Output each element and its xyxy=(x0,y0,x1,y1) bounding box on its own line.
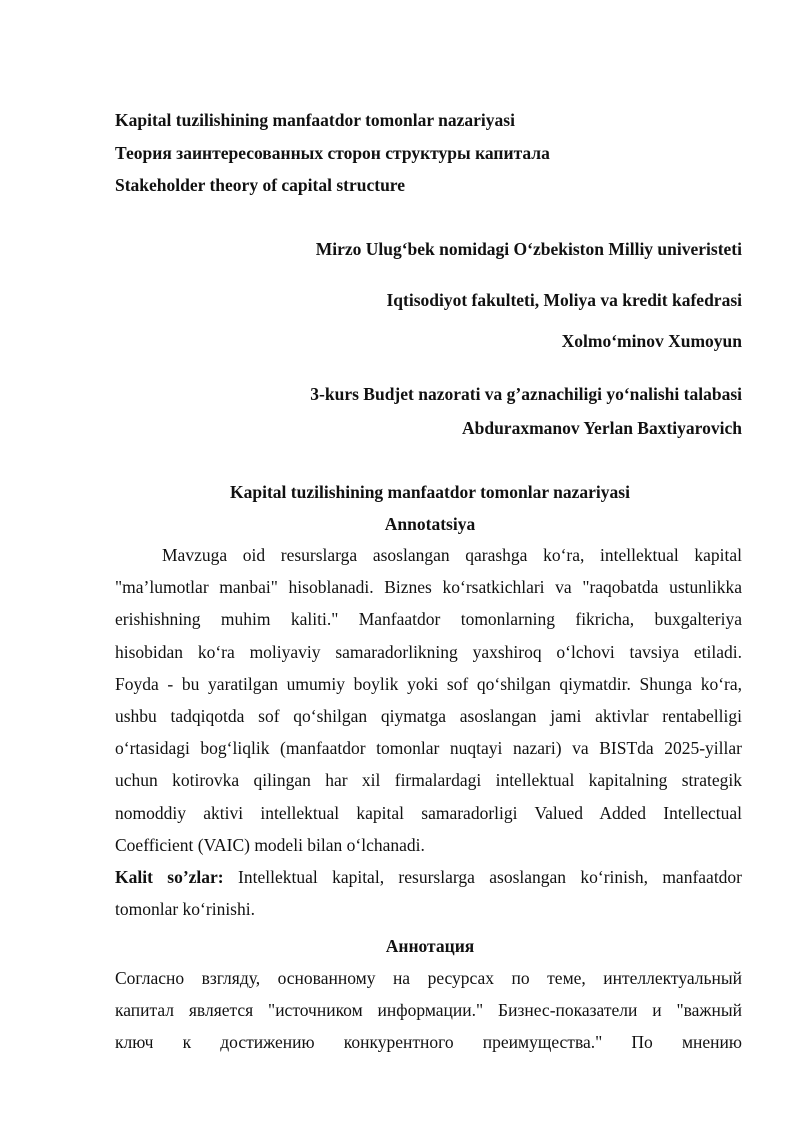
annotation-ru-line: Согласно взгляду, основанному на ресурсах по теме, интеллектуальный xyxy=(115,968,742,988)
annotation-ru-line: ключ к достижению конкурентного преимущества." По мнению xyxy=(115,1032,742,1053)
annotation-uz-line: o‘rtasidagi bog‘liqlik (manfaatdor tomonlar nuqtayi nazari) va BISTda 2025-yillar xyxy=(115,738,742,759)
annotation-uz-body xyxy=(115,539,742,925)
annotation-ru-body xyxy=(115,962,742,1059)
annotation-uz-line: "ma’lumotlar manbai" hisoblanadi. Biznes ko‘rsatkichlari va "raqobatda ustunlikka xyxy=(115,577,742,598)
title-ru: Теория заинтересованных сторон структуры капитала xyxy=(115,143,550,163)
author-2: Abduraxmanov Yerlan Baxtiyarovich xyxy=(461,418,742,438)
faculty-name: Iqtisodiyot fakulteti, Moliya va kredit kafedrasi xyxy=(386,290,742,310)
annotation-uz-heading: Annotatsiya xyxy=(384,514,476,534)
annotation-ru-heading: Аннотация xyxy=(385,936,475,956)
keywords-line-2: tomonlar ko‘rinishi. xyxy=(115,899,255,920)
keywords-label: Kalit so’zlar: xyxy=(115,866,224,887)
university-name: Mirzo Ulug‘bek nomidagi O‘zbekiston Milliy univeristeti xyxy=(315,239,742,259)
annotation-uz-line: Foyda - bu yaratilgan umumiy boylik yoki sof qo‘shilgan qiymatdir. Shunga ko‘ra, xyxy=(115,673,742,694)
annotation-ru-line: капитал является "источником информации." Бизнес-показатели и "важный xyxy=(115,1000,742,1021)
title-en: Stakeholder theory of capital structure xyxy=(115,175,406,195)
annotation-uz-line: hisobidan ko‘ra moliyaviy samaradorlikning yaxshiroq o‘lchovi tavsiya etiladi. xyxy=(115,641,742,662)
author-1: Xolmo‘minov Xumoyun xyxy=(561,331,742,351)
student-info: 3-kurs Budjet nazorati va g’aznachiligi yo‘nalishi talabasi xyxy=(310,384,742,404)
keywords-line xyxy=(115,861,742,893)
main-title: Kapital tuzilishining manfaatdor tomonlar nazariyasi xyxy=(230,482,630,502)
annotation-uz-line: Coefficient (VAIC) modeli bilan o‘lchanadi. xyxy=(115,834,425,855)
annotation-uz-line: nomoddiy aktivi intellektual kapital samaradorligi Valued Added Intellectual xyxy=(115,802,742,823)
annotation-uz-line: ushbu tadqiqotda sof qo‘shilgan qiymatga asoslangan jami aktivlar rentabelligi xyxy=(115,705,742,726)
keywords-text: Intellektual kapital, resurslarga asoslangan ko‘rinish, manfaatdor xyxy=(238,866,743,887)
title-uz: Kapital tuzilishining manfaatdor tomonlar nazariyasi xyxy=(115,110,515,130)
annotation-uz-line: uchun kotirovka qilingan har xil firmalardagi intellektual kapitalning strategik xyxy=(115,770,742,791)
annotation-uz-line: erishishning muhim kaliti." Manfaatdor tomonlarning fikricha, buxgalteriya xyxy=(115,609,742,630)
annotation-uz-line: Mavzuga oid resurslarga asoslangan qarashga ko‘ra, intellektual kapital xyxy=(162,545,742,565)
